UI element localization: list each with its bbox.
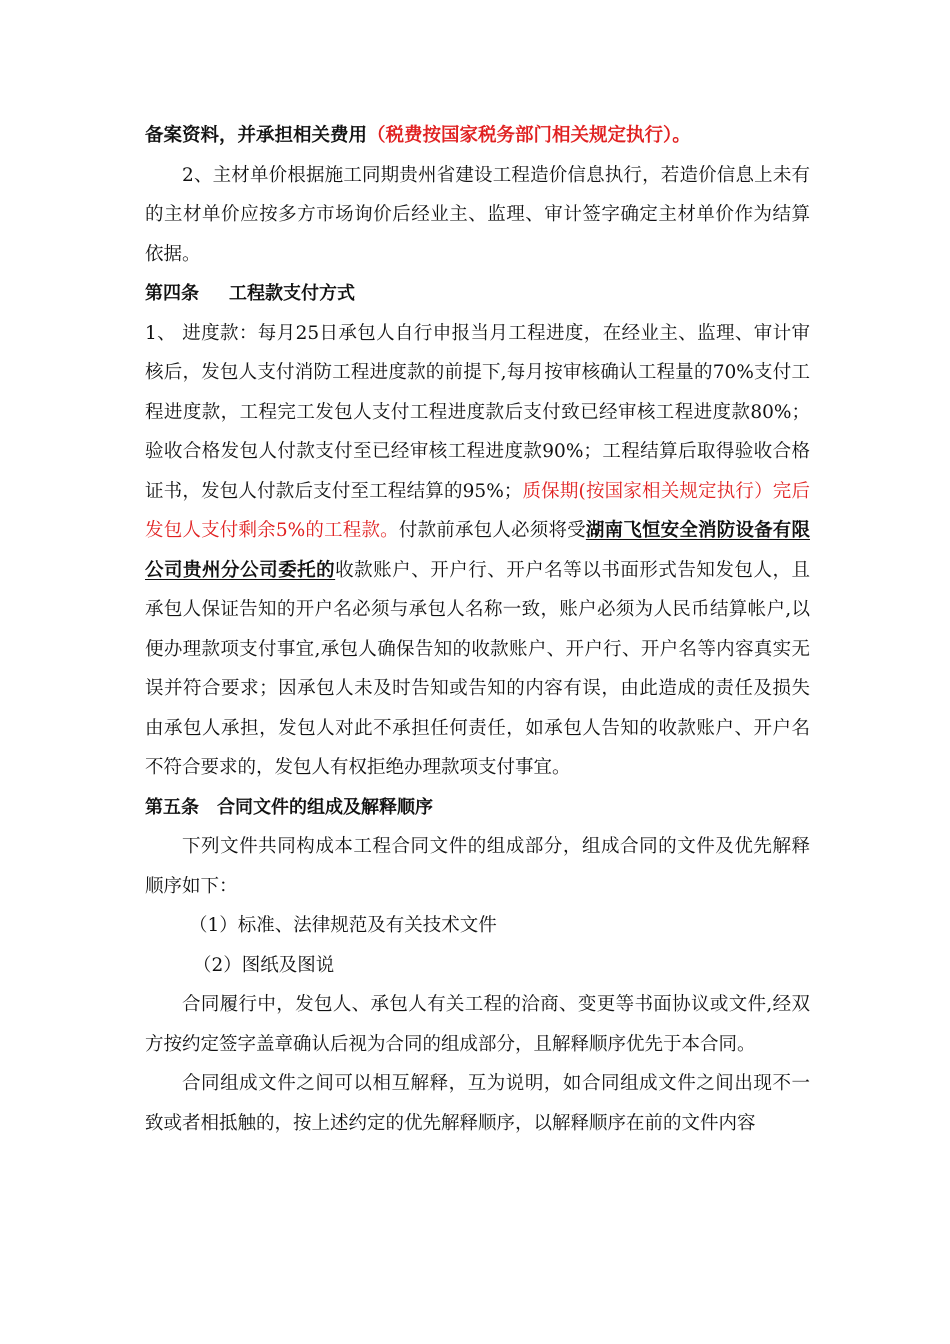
article-4-heading <box>145 274 810 314</box>
account-requirements-text: 收款账户、开户行、开户名等以书面形式告知发包人，且承包人保证告知的开户名必须与承包人名称一致，账户必须为人民币结算帐户,以便办理款项支付事宜,承包人确保告知的收款账户、开户行、开户名等内容真实无误并符合要求；因承包人未及时告知或告知的内容有误，由此造成的责任及损失由承包人承担，发包人对此不承担任何责任，如承包人告知的收款账户、开户名不符合要求的，发包人有权拒绝办理款项支付事宜。 <box>145 559 810 778</box>
progress-payment-text: 1、 进度款：每月25日承包人自行申报当月工程进度，在经业主、监理、审计审核后，发包人支付消防工程进度款的前提下,每月按审核确认工程量的70%支付工程进度款，工程完工发包人支付工程进度款后支付致已经审核工程进度款80%；验收合格发包人付款支付至已经审核工程进度款90%；工程结算后取得验收合格证书，发包人付款后支付至工程结算的95%； <box>145 322 810 502</box>
article-4-title: 工程款支付方式 <box>229 283 355 304</box>
paragraph-progress-payment <box>145 314 810 788</box>
article-4-number: 第四条 <box>145 283 199 304</box>
payment-notice-text: 付款前承包人必须将受 <box>398 520 586 541</box>
list-item-standards: （1）标准、法律规范及有关技术文件 <box>189 915 497 936</box>
article-5-heading <box>145 788 810 828</box>
paragraph-material-price: 2、主材单价根据施工同期贵州省建设工程造价信息执行，若造价信息上未有的主材单价应按多方市场询价后经业主、监理、审计签字确定主材单价作为结算依据。 <box>145 164 810 265</box>
article-5-number: 第五条 <box>145 796 199 818</box>
tax-note-red-text: （税费按国家税务部门相关规定执行）。 <box>367 125 691 146</box>
paragraph-contract-documents: 下列文件共同构成本工程合同文件的组成部分，组成合同的文件及优先解释顺序如下： <box>145 836 810 897</box>
paragraph-filing <box>145 116 810 156</box>
article-5-title: 合同文件的组成及解释顺序 <box>217 796 433 818</box>
document-body <box>145 116 810 1143</box>
paragraph-interpretation: 合同组成文件之间可以相互解释，互为说明，如合同组成文件之间出现不一致或者相抵触的，按上述约定的优先解释顺序，以解释顺序在前的文件内容 <box>145 1073 810 1134</box>
warranty-red-text: 质保期(按国家相关规定执行）完后发包人支付剩余5%的工程款。 <box>145 480 810 541</box>
company-underlined-text: 湖南飞恒安全消防设备有限公司贵州分公司委托的 <box>145 520 810 581</box>
list-item-drawings: （2）图纸及图说 <box>193 954 335 976</box>
paragraph-contract-changes: 合同履行中，发包人、承包人有关工程的洽商、变更等书面协议或文件,经双方按约定签字盖章确认后视为合同的组成部分，且解释顺序优先于本合同。 <box>145 994 810 1055</box>
filing-bold-text: 备案资料，并承担相关费用 <box>145 125 368 146</box>
